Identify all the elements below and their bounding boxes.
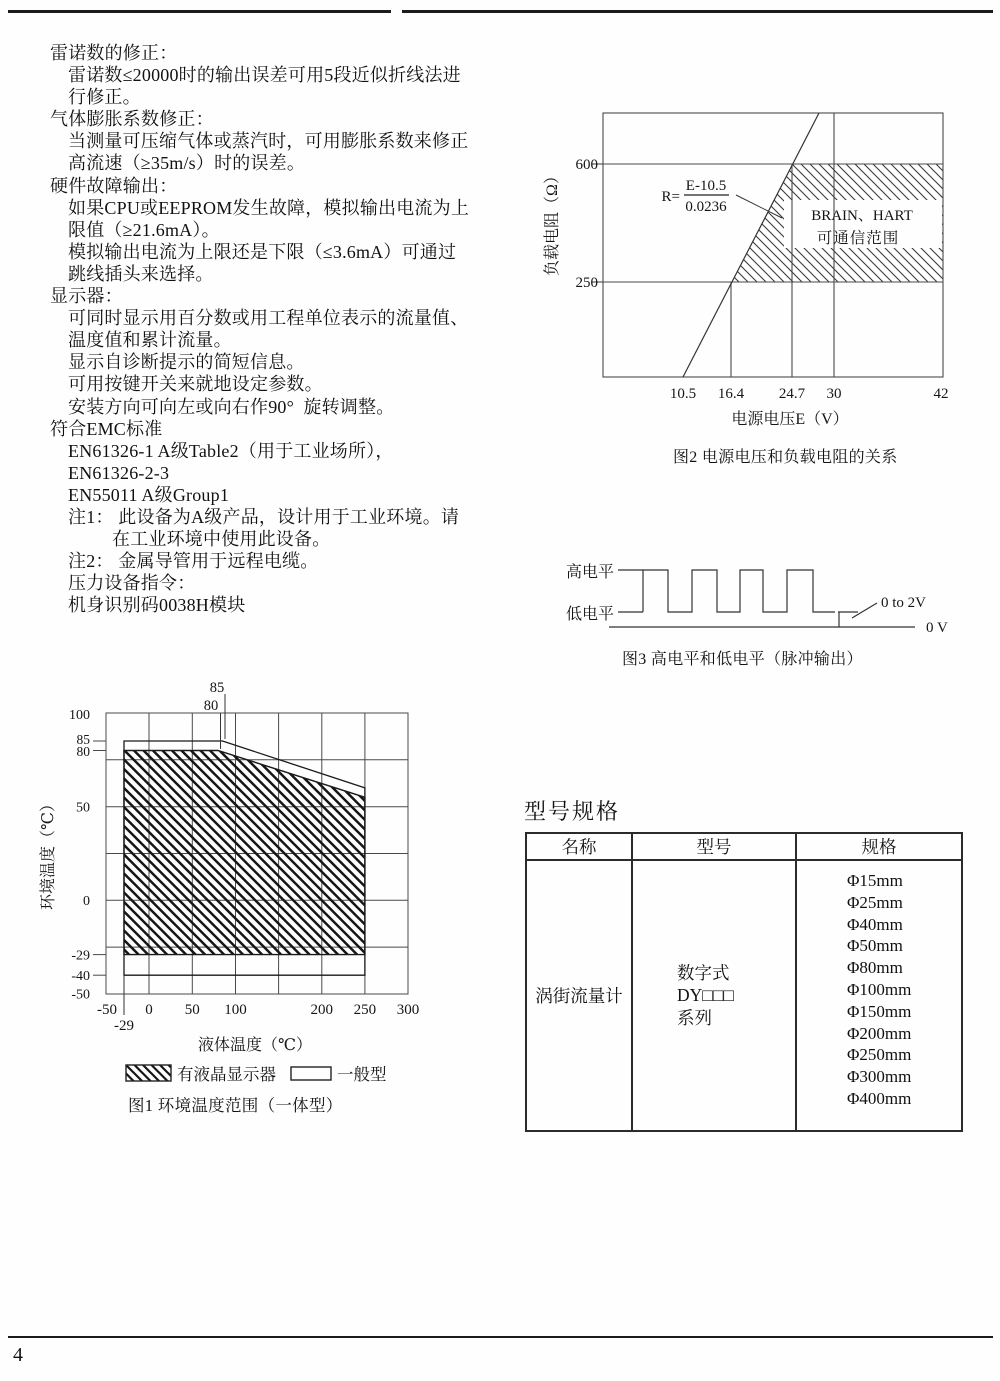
fig3-annotation: 0 to 2V	[881, 595, 926, 611]
top-rule-left	[8, 10, 391, 13]
fig3-low-level-label: 低电平	[566, 606, 615, 623]
fig2-ytick: 600	[575, 157, 598, 173]
text-line: 安装方向可向左或向右作90° 旋转调整。	[68, 396, 395, 417]
spec-table-name-cell: 涡街流量计	[527, 861, 633, 1130]
spec-table-model-cell	[633, 861, 797, 1130]
text-line: 注2： 金属导管用于远程电缆。	[68, 551, 319, 572]
spec-item: Φ100mm	[847, 979, 912, 999]
fig2-xtick: 16.4	[717, 386, 745, 402]
fig2-x-axis-title: 电源电压E（V）	[731, 411, 849, 428]
fig2-region-label: BRAIN、HART	[811, 208, 913, 224]
fig1-ytick: 80	[76, 744, 90, 759]
text-line: 显示自诊断提示的简短信息。	[68, 352, 305, 373]
fig1-ytick: 100	[69, 708, 90, 723]
text-line: 温度值和累计流量。	[68, 330, 232, 351]
fig1-xtick: 200	[310, 1002, 334, 1018]
spec-table	[525, 832, 963, 1132]
fig2-region-label2: 可通信范围	[816, 230, 900, 247]
text-line: EN61326-1 A级Table2（用于工业场所），	[68, 440, 394, 461]
fig1-ytick: -50	[71, 987, 90, 1003]
bottom-rule	[8, 1336, 993, 1338]
fig1-ytick: -40	[71, 969, 90, 984]
fig1-xtick: 250	[353, 1002, 377, 1018]
spec-item: Φ250mm	[847, 1045, 912, 1065]
text-line: 注1： 此设备为A级产品，设计用于工业环境。请	[68, 506, 460, 527]
text-line: 气体膨胀系数修正：	[50, 109, 214, 130]
fig2-xtick: 10.5	[669, 386, 697, 402]
fig1-ytick: 85	[76, 732, 90, 747]
fig1-lcd-region	[124, 751, 365, 955]
top-rule-right	[402, 10, 993, 13]
spec-item: Φ80mm	[847, 958, 903, 978]
fig3-baseline-label: 0 V	[926, 620, 948, 636]
text-line: 雷诺数≤20000时的输出误差可用5段近似折线法进	[68, 65, 461, 86]
fig2-formula-numerator: E-10.5	[685, 178, 727, 194]
fig3-pulse-waveform	[643, 570, 835, 612]
spec-item: Φ15mm	[847, 871, 903, 890]
fig3-high-level-label: 高电平	[566, 564, 615, 581]
fig1-caption: 图1 环境温度范围（一体型）	[128, 1096, 343, 1115]
fig1-xtick: 50	[184, 1002, 200, 1018]
fig1-xtick: 0	[145, 1002, 153, 1018]
fig1-legend	[125, 1061, 387, 1085]
fig1-xtick: 300	[396, 1002, 420, 1018]
spec-table-title: 型号规格	[524, 799, 621, 824]
text-line: 高流速（≥35m/s）时的误差。	[68, 153, 306, 174]
spec-item: Φ400mm	[847, 1088, 912, 1108]
text-line: 雷诺数的修正：	[50, 43, 178, 63]
text-line: 可用按键开关来就地设定参数。	[68, 374, 323, 395]
text-line: 如果CPU或EEPROM发生故障，模拟输出电流为上	[68, 197, 470, 218]
hatched-swatch-icon	[125, 1064, 172, 1082]
text-line: 行修正。	[68, 87, 141, 108]
fig1-ytick: 50	[76, 800, 90, 816]
page-number: 4	[13, 1344, 23, 1366]
spec-table-header-name: 名称	[527, 834, 633, 861]
fig2-xtick: 24.7	[778, 386, 806, 402]
spec-item: Φ50mm	[847, 936, 903, 956]
model-line: 数字式	[677, 962, 730, 983]
text-line: 模拟输出电流为上限还是下限（≤3.6mA）可通过	[68, 241, 457, 262]
model-line: DY□□□	[677, 985, 734, 1006]
spec-list	[797, 861, 961, 1130]
text-line: 在工业环境中使用此设备。	[112, 529, 331, 550]
spec-item: Φ40mm	[847, 914, 903, 934]
text-line: 符合EMC标准	[50, 418, 163, 439]
fig1-y-axis-title: 环境温度（℃）	[40, 796, 57, 910]
fig1-x-callout: -29	[114, 1018, 134, 1034]
text-line: 机身识别码0038H模块	[68, 595, 246, 616]
fig1-callout-80: 80	[203, 698, 219, 714]
spec-table-header-spec: 规格	[797, 834, 961, 861]
fig1-ytick: 0	[83, 894, 90, 909]
spec-item: Φ25mm	[847, 892, 903, 912]
fig1-xtick: 100	[224, 1002, 247, 1018]
text-line: 限值（≥21.6mA）。	[68, 219, 220, 240]
fig1-legend-label-general: 一般型	[337, 1065, 387, 1084]
text-line: 当测量可压缩气体或蒸汽时，可用膨胀系数来修正	[68, 131, 469, 152]
fig3-diagram	[540, 555, 990, 650]
text-line: 硬件故障输出：	[50, 175, 178, 196]
fig1-chart	[35, 680, 475, 1060]
fig2-formula-lhs: R=	[661, 189, 680, 205]
fig2-formula-denominator: 0.0236	[685, 199, 727, 215]
text-line: EN55011 A级Group1	[68, 484, 230, 505]
text-line: 压力设备指令：	[68, 573, 196, 594]
text-line: 跳线插头来选择。	[68, 263, 214, 284]
spec-table-header-model: 型号	[633, 834, 797, 861]
fig1-ytick: -29	[71, 948, 90, 964]
spec-item: Φ150mm	[847, 1001, 912, 1021]
left-column	[50, 36, 525, 616]
fig2-caption: 图2 电源电压和负载电阻的关系	[673, 449, 898, 466]
fig1-callout-85: 85	[209, 680, 225, 696]
fig1-legend-label-lcd: 有液晶显示器	[177, 1065, 276, 1084]
fig2-y-axis-title: 负载电阻（Ω）	[544, 168, 561, 276]
text-line: 可同时显示用百分数或用工程单位表示的流量值、	[68, 308, 469, 329]
text-line: EN61326-2-3	[68, 462, 170, 483]
fig1-x-axis-title: 液体温度（℃）	[198, 1037, 312, 1054]
fig3-caption: 图3 高电平和低电平（脉冲输出）	[622, 651, 863, 668]
spec-item: Φ200mm	[847, 1023, 912, 1043]
plain-swatch-icon	[290, 1066, 332, 1081]
fig2-xtick: 42	[933, 386, 949, 402]
spec-item: Φ300mm	[847, 1067, 912, 1087]
fig2-xtick: 30	[826, 386, 842, 402]
text-line: 显示器：	[50, 286, 123, 307]
fig2-chart	[530, 100, 980, 440]
model-line: 系列	[677, 1007, 712, 1028]
fig1-xtick: -50	[97, 1002, 117, 1018]
fig2-ytick: 250	[575, 275, 598, 291]
